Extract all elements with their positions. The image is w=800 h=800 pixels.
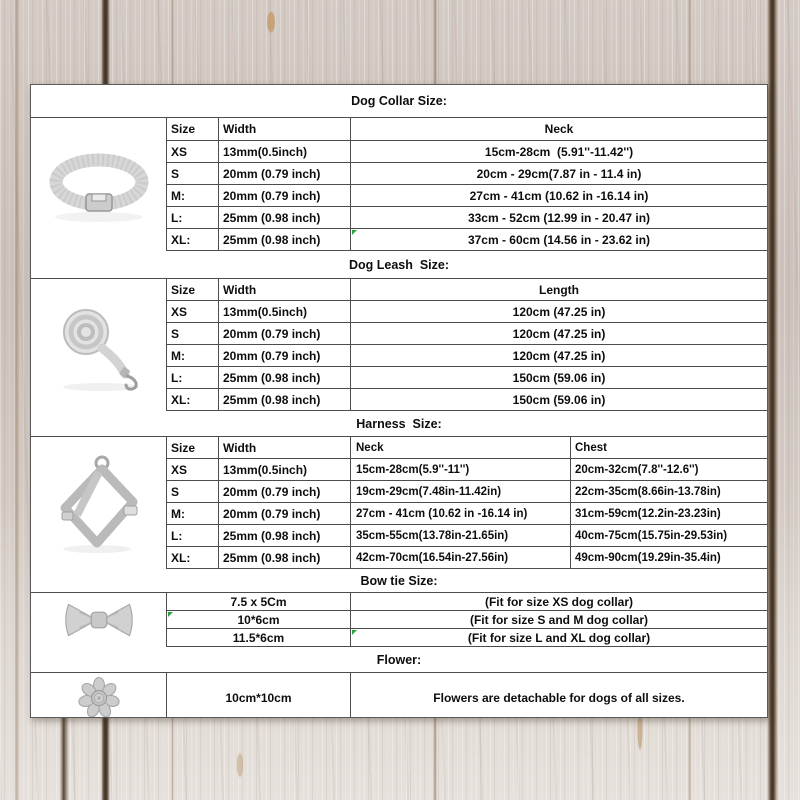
size-cell: XS xyxy=(167,301,219,322)
leash-rows xyxy=(167,279,767,411)
table-row xyxy=(167,323,767,345)
size-cell: M: xyxy=(167,345,219,366)
width-cell: 25mm (0.98 inch) xyxy=(219,207,351,228)
length-cell: 150cm (59.06 in) xyxy=(512,392,606,407)
table-row xyxy=(167,673,767,718)
width-cell: 13mm(0.5inch) xyxy=(219,141,351,162)
size-chart-panel xyxy=(30,84,768,718)
width-cell: 20mm (0.79 inch) xyxy=(219,345,351,366)
header-neck: Neck xyxy=(544,122,574,136)
width-cell: 25mm (0.98 inch) xyxy=(219,389,351,410)
table-row xyxy=(167,207,767,229)
width-cell: 13mm(0.5inch) xyxy=(219,301,351,322)
chest-cell: 20cm-32cm(7.8''-12.6'') xyxy=(575,463,699,476)
bowtie-rows xyxy=(167,593,767,647)
chest-cell: 31cm-59cm(12.2in-23.23in) xyxy=(575,507,721,520)
width-cell: 20mm (0.79 inch) xyxy=(219,163,351,184)
table-row xyxy=(167,629,767,647)
size-cell: L: xyxy=(167,367,219,388)
size-cell: XS xyxy=(167,141,219,162)
header-width: Width xyxy=(219,279,351,300)
neck-cell: 42cm-70cm(16.54in-27.56in) xyxy=(351,547,571,568)
bowtie-size-cell: 11.5*6cm xyxy=(167,629,351,646)
neck-cell: 15cm-28cm(5.9''-11'') xyxy=(351,459,571,480)
bowtie-fit-cell: (Fit for size XS dog collar) xyxy=(484,594,633,609)
dog-collar-icon xyxy=(39,142,159,228)
harness-table xyxy=(31,437,767,569)
size-cell: XL: xyxy=(167,229,219,250)
header-size: Size xyxy=(167,279,219,300)
flower-section xyxy=(31,647,767,718)
harness-section-title: Harness Size: xyxy=(31,411,767,437)
header-neck: Neck xyxy=(351,437,571,458)
table-row xyxy=(167,481,767,503)
flower-size-cell: 10cm*10cm xyxy=(167,673,351,718)
flower-table xyxy=(31,673,767,718)
bowtie-size-cell: 10*6cm xyxy=(167,611,351,628)
leash-table xyxy=(31,279,767,411)
size-cell: XS xyxy=(167,459,219,480)
neck-cell: 35cm-55cm(13.78in-21.65in) xyxy=(351,525,571,546)
dog-harness-icon xyxy=(39,449,159,557)
bow-tie-image xyxy=(31,593,167,647)
harness-rows xyxy=(167,437,767,569)
size-cell: M: xyxy=(167,185,219,206)
header-width: Width xyxy=(219,118,351,140)
width-cell: 20mm (0.79 inch) xyxy=(219,185,351,206)
collar-section xyxy=(31,85,767,251)
table-row xyxy=(167,525,767,547)
header-length: Length xyxy=(539,282,579,297)
bowtie-section-title: Bow tie Size: xyxy=(31,569,767,593)
length-cell: 120cm (47.25 in) xyxy=(512,326,606,341)
cell-marker-icon xyxy=(352,230,357,235)
chest-cell: 40cm-75cm(15.75in-29.53in) xyxy=(575,529,728,542)
bowtie-fit-cell: (Fit for size L and XL dog collar) xyxy=(467,630,651,645)
bowtie-fit-cell: (Fit for size S and M dog collar) xyxy=(469,612,648,627)
table-row xyxy=(167,301,767,323)
width-cell: 20mm (0.79 inch) xyxy=(219,481,351,502)
leash-section xyxy=(31,251,767,411)
dog-harness-image xyxy=(31,437,167,569)
flower-icon xyxy=(72,673,126,718)
harness-section xyxy=(31,411,767,569)
collar-table xyxy=(31,118,767,251)
table-row xyxy=(167,459,767,481)
header-chest: Chest xyxy=(575,441,607,454)
table-row xyxy=(167,229,767,251)
flower-section-title: Flower: xyxy=(31,647,767,673)
size-cell: S xyxy=(167,481,219,502)
dog-collar-image xyxy=(31,118,167,251)
table-header-row xyxy=(167,279,767,301)
table-row xyxy=(167,163,767,185)
neck-cell: 15cm-28cm (5.91''-11.42'') xyxy=(484,144,634,159)
bowtie-section xyxy=(31,569,767,647)
size-cell: L: xyxy=(167,525,219,546)
table-header-row xyxy=(167,118,767,141)
neck-cell: 20cm - 29cm(7.87 in - 11.4 in) xyxy=(476,166,642,181)
collar-section-title: Dog Collar Size: xyxy=(31,85,767,118)
width-cell: 20mm (0.79 inch) xyxy=(219,503,351,524)
size-cell: S xyxy=(167,163,219,184)
dog-leash-image xyxy=(31,279,167,411)
flower-rows xyxy=(167,673,767,718)
table-row xyxy=(167,593,767,611)
leash-section-title: Dog Leash Size: xyxy=(31,251,767,279)
neck-cell: 37cm - 60cm (14.56 in - 23.62 in) xyxy=(467,232,651,247)
neck-cell: 33cm - 52cm (12.99 in - 20.47 in) xyxy=(467,210,651,225)
flower-image xyxy=(31,673,167,718)
dog-leash-icon xyxy=(39,295,159,395)
width-cell: 25mm (0.98 inch) xyxy=(219,367,351,388)
table-header-row xyxy=(167,437,767,459)
bowtie-table xyxy=(31,593,767,647)
table-row xyxy=(167,185,767,207)
table-row xyxy=(167,345,767,367)
table-row xyxy=(167,367,767,389)
table-row xyxy=(167,503,767,525)
width-cell: 25mm (0.98 inch) xyxy=(219,525,351,546)
table-row xyxy=(167,141,767,163)
size-cell: M: xyxy=(167,503,219,524)
collar-rows xyxy=(167,118,767,251)
table-row xyxy=(167,611,767,629)
flower-note-cell: Flowers are detachable for dogs of all sizes. xyxy=(433,691,685,705)
size-cell: XL: xyxy=(167,389,219,410)
header-size: Size xyxy=(167,437,219,458)
cell-marker-icon xyxy=(168,612,173,617)
neck-cell: 27cm - 41cm (10.62 in -16.14 in) xyxy=(351,503,571,524)
width-cell: 25mm (0.98 inch) xyxy=(219,229,351,250)
length-cell: 150cm (59.06 in) xyxy=(512,370,606,385)
width-cell: 13mm(0.5inch) xyxy=(219,459,351,480)
neck-cell: 27cm - 41cm (10.62 in -16.14 in) xyxy=(469,188,649,203)
size-cell: S xyxy=(167,323,219,344)
chest-cell: 22cm-35cm(8.66in-13.78in) xyxy=(575,485,721,498)
chest-cell: 49cm-90cm(19.29in-35.4in) xyxy=(575,551,721,564)
header-size: Size xyxy=(167,118,219,140)
bow-tie-icon xyxy=(49,595,149,645)
length-cell: 120cm (47.25 in) xyxy=(512,304,606,319)
size-cell: XL: xyxy=(167,547,219,568)
length-cell: 120cm (47.25 in) xyxy=(512,348,606,363)
neck-cell: 19cm-29cm(7.48in-11.42in) xyxy=(351,481,571,502)
table-row xyxy=(167,389,767,411)
cell-marker-icon xyxy=(352,630,357,635)
width-cell: 25mm (0.98 inch) xyxy=(219,547,351,568)
table-row xyxy=(167,547,767,569)
width-cell: 20mm (0.79 inch) xyxy=(219,323,351,344)
size-cell: L: xyxy=(167,207,219,228)
header-width: Width xyxy=(219,437,351,458)
bowtie-size-cell: 7.5 x 5Cm xyxy=(167,593,351,610)
